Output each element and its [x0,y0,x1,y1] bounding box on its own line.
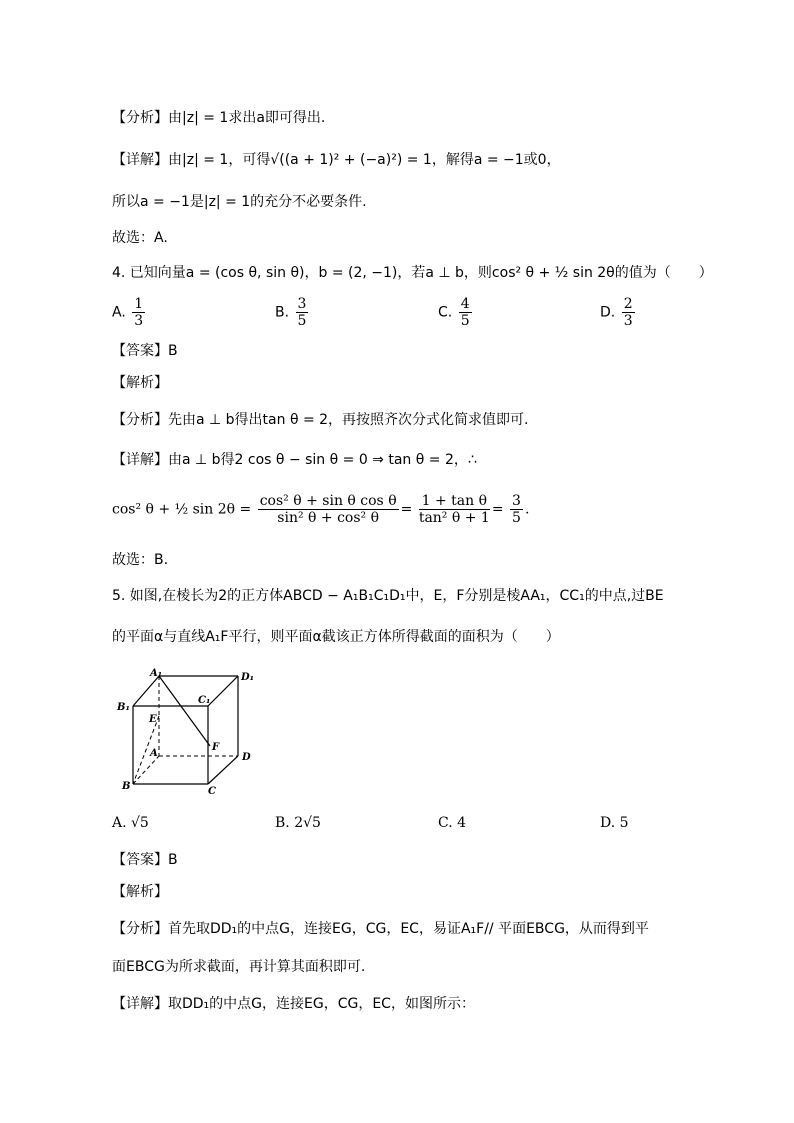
q5-stem-line1: 5. 如图,在棱长为2的正方体ABCD − A₁B₁C₁D₁中，E，F分别是棱AA₁，CC₁的中点,过BE [112,588,664,604]
option-letter: B. [275,304,290,321]
q3-detail [112,150,561,170]
answer-tag: 【答案】 [112,343,168,359]
q4-answer-value: B [168,343,178,359]
q4-option-a [112,296,147,329]
q4-answer [112,341,178,361]
detail-tag: 【详解】 [112,996,168,1012]
label-a1: A₁ [150,668,163,679]
label-f: F [212,742,220,753]
q3-analysis-text: 由|z| = 1求出a即可得出. [168,110,326,126]
q3-conclusion: 所以a = −1是|z| = 1的充分不必要条件. [112,194,367,210]
q5-detail [112,994,475,1014]
q3-analysis [112,108,325,128]
q5-stem-line2: 的平面α与直线A₁F平行，则平面α截该正方体所得截面的面积为（ ） [112,629,560,645]
label-a: A [150,748,158,759]
q5-analysis-line2: 面EBCG为所求截面，再计算其面积即可. [112,959,366,975]
q5-analysis-text: 首先取DD₁的中点G，连接EG，CG，EC，易证A₁F// 平面EBCG，从而得到平 [168,921,649,937]
analysis-tag: 【分析】 [112,412,168,428]
answer-tag: 【答案】 [112,852,168,868]
label-c: C [208,786,216,797]
equation-fraction-3: $\frac{3}{5}$ [512,493,521,526]
label-b: B [122,781,131,792]
option-letter: D. [600,304,616,321]
analysis-tag: 【分析】 [112,921,168,937]
q4-option-c [438,296,474,329]
label-c1: C₁ [198,695,211,706]
option-fraction: $\frac{3}{5}$ [297,296,307,329]
q5-jiexi-tag: 【解析】 [112,884,168,900]
q4-stem: 4. 已知向量a = (cos θ, sin θ)，b = (2, −1)，若a ⊥ b，则cos² θ + ½ sin 2θ的值为（ ） [112,265,713,281]
q5-option-b: B. 2√5 [275,815,321,831]
option-fraction: $\frac{4}{5}$ [460,296,470,329]
option-letter: C. [438,304,453,321]
detail-tag: 【详解】 [112,152,168,168]
option-fraction: $\frac{1}{3}$ [134,296,144,329]
q4-option-d [600,296,637,329]
q4-detail [112,450,477,470]
equation-lhs: cos² θ + ½ sin 2θ = [112,501,252,518]
q3-choose: 故选：A. [112,230,168,246]
q3-detail-text: 由|z| = 1，可得√((a + 1)² + (−a)²) = 1，解得a = −1或0， [168,152,561,168]
q4-analysis [112,410,529,430]
q5-detail-text: 取DD₁的中点G，连接EG，CG，EC，如图所示： [168,996,475,1012]
label-e: E [149,714,157,725]
q5-answer-value: B [168,852,178,868]
label-d1: D₁ [241,672,255,683]
q5-option-d: D. 5 [600,815,629,831]
q5-analysis-line1 [112,919,649,939]
label-d: D [242,752,251,763]
label-b1: B₁ [117,702,130,713]
detail-tag: 【详解】 [112,452,168,468]
q5-option-c: C. 4 [438,815,467,831]
q4-jiexi-tag: 【解析】 [112,375,168,391]
q5-answer [112,850,178,870]
q4-analysis-text: 先由a ⊥ b得出tan θ = 2，再按照齐次分式化简求值即可. [168,412,529,428]
analysis-tag: 【分析】 [112,110,168,126]
equation-fraction-2: $\frac{\text{1 + tan θ}}{\text{tan² θ + 1}}$ [418,493,490,526]
q4-equation: cos² θ + ½ sin 2θ = $\frac{\text{cos² θ + sin θ cos θ}}{\text{sin² θ + cos² θ}}$ = $\frac{\text{1 + tan θ}}{\text{tan² θ + 1}}$ = $\frac{3}{5}$ . [112,493,530,526]
option-letter: A. [112,304,126,321]
q4-choose: 故选：B. [112,552,169,568]
q4-option-b [275,296,310,329]
equation-fraction-1: $\frac{\text{cos² θ + sin θ cos θ}}{\text{sin² θ + cos² θ}}$ [259,493,397,526]
option-fraction: $\frac{2}{3}$ [623,296,633,329]
q4-detail-text: 由a ⊥ b得2 cos θ − sin θ = 0 ⇒ tan θ = 2，∴ [168,452,477,468]
cube-figure [112,664,262,800]
q5-option-a: A. √5 [112,815,149,831]
